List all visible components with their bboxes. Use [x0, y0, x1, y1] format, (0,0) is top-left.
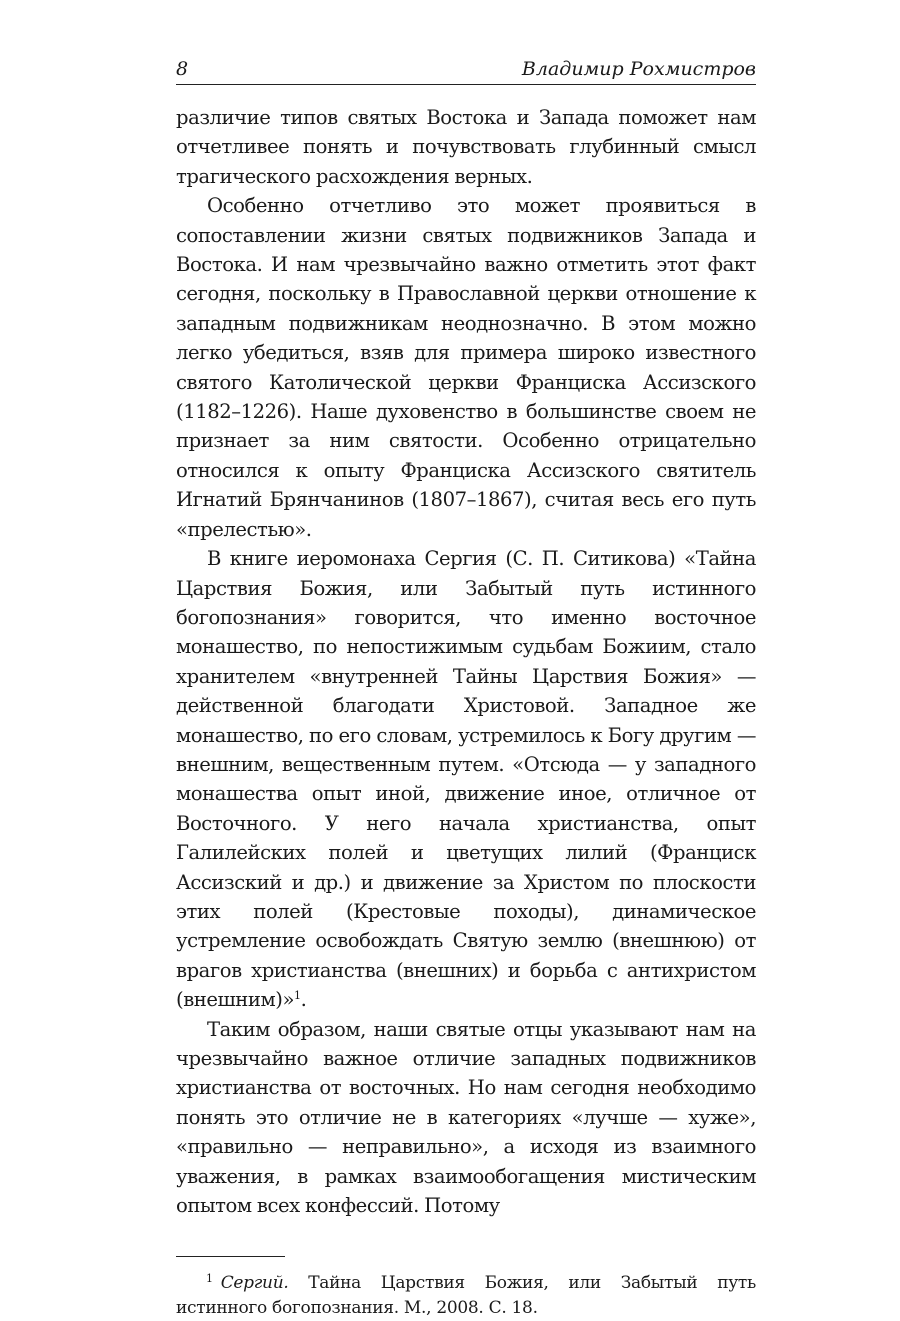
paragraph-with-quote	[176, 544, 756, 1015]
main-text	[176, 103, 756, 1220]
paragraph: Таким образом, наши святые отцы указывают нам на чрезвычайно важное отличие западных подвижников христианства от восточных. Но нам сегодня необходимо понять это отличие не в категориях «лучше — хуже», «правильно — неправильно», а исходя из взаимного уважения, в рамках взаимообогащения мистическим опытом всех конфессий. Потому	[176, 1017, 756, 1218]
footnote-author: Сергий.	[220, 1273, 289, 1294]
paragraph-continued: различие типов святых Востока и Запада поможет нам отчетливее понять и почувствовать глубинный смысл трагического расхождения верных.	[176, 106, 756, 188]
book-page	[176, 56, 756, 1321]
footnote-text: Тайна Царствия Божия, или Забытый путь истинного богопознания. М., 2008. С. 18.	[176, 1273, 756, 1319]
running-header	[176, 56, 756, 85]
paragraph: Особенно отчетливо это может проявиться в сопоставлении жизни святых подвижников Запада и Востока. И нам чрезвычайно важно отметить этот факт сегодня, поскольку в Православной церкви отношение к западным подвижникам неоднозначно. В этом можно легко убедиться, взяв для примера широко известного святого Католической церкви Франциска Ассизского (1182–1226). Наше духовенство в большинстве своем не признает за ним святости. Особенно отрицательно относился к опыту Франциска Ассизского святитель Игнатий Брянчанинов (1807–1867), считая весь его путь «прелестью».	[176, 194, 756, 541]
paragraph-end-punct: .	[300, 988, 307, 1012]
paragraph-text: В книге иеромонаха Сергия (С. П. Ситикова) «Тайна Царствия Божия, или Забытый путь истинного богопознания» говорится, что именно восточное монашество, по непостижимым судьбам Божиим, стало хранителем «внутренней Тайны Царствия Божия» — действенной благодати Христовой. Западное же монашество, по его словам, устремилось к Богу другим — внешним, вещественным путем. «Отсюда — у западного монашества опыт иной, движение иное, отличное от Восточного. У него начала христианства, опыт Галилейских полей и цветущих лилий (Франциск Ассизский и др.) и движение за Христом по плоскости этих полей (Крестовые походы), динамическое устремление освобождать Святую землю (внешнюю) от врагов христианства (внешних) и борьба с антихристом (внешним)»	[176, 547, 756, 1012]
running-head-author: Владимир Рохмистров	[521, 58, 756, 80]
footnote-number: 1	[206, 1272, 213, 1286]
footnote	[176, 1271, 756, 1321]
footnote-reference[interactable]: 1	[294, 989, 301, 1003]
footnote-divider	[176, 1256, 285, 1257]
page-number: 8	[176, 58, 189, 80]
